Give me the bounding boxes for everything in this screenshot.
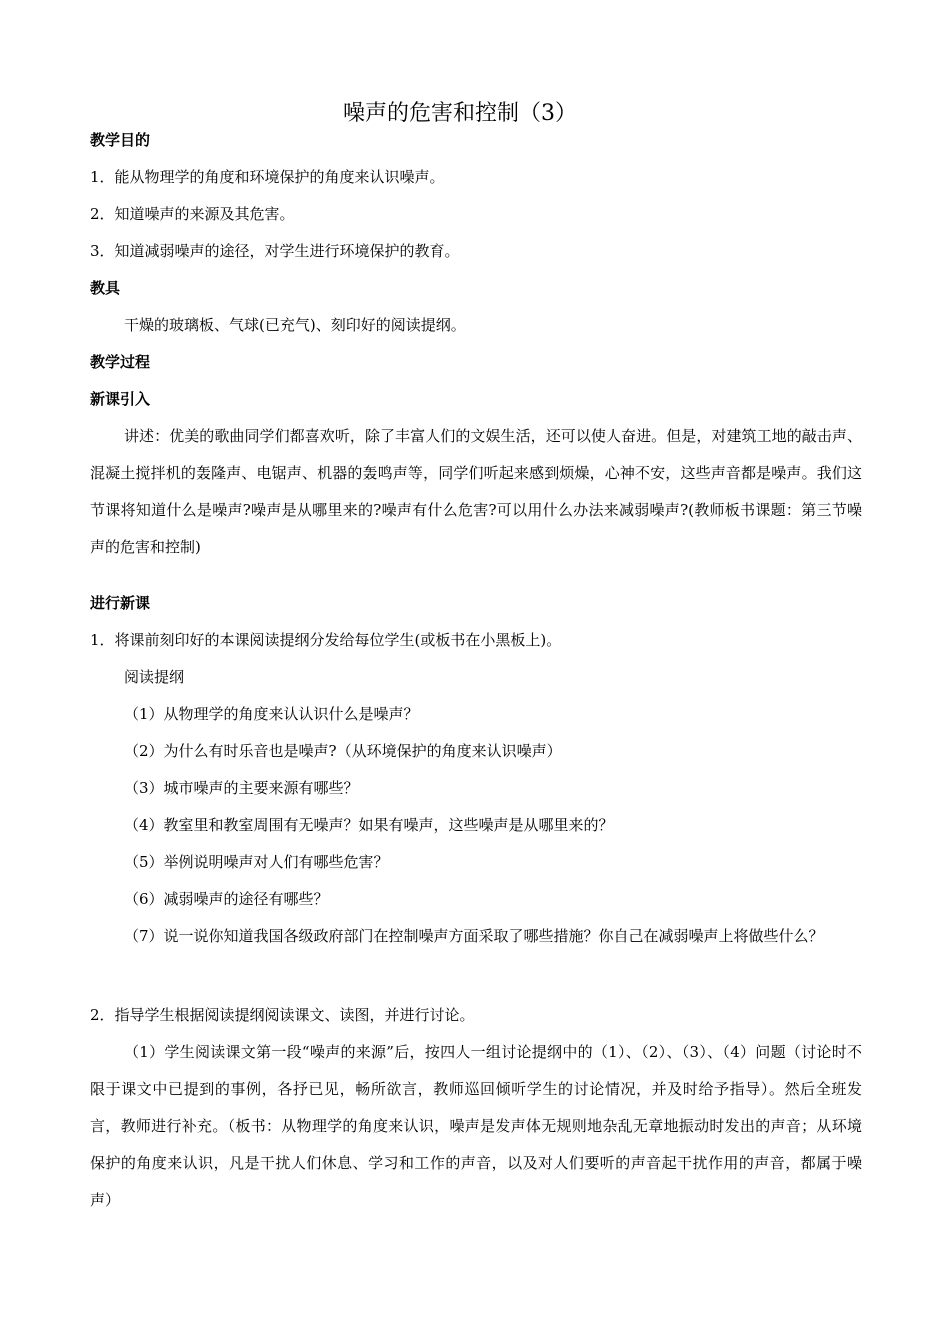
intro-heading: 新课引入 (90, 390, 151, 408)
objectives-heading: 教学目的 (90, 131, 151, 149)
objective-item: 2．知道噪声的来源及其危害。 (90, 205, 295, 223)
outline-item: （5）举例说明噪声对人们有哪些危害？ (124, 853, 389, 871)
outline-item: （4）教室里和教室周围有无噪声？如果有噪声，这些噪声是从哪里来的？ (124, 816, 614, 834)
outline-item: （6）减弱噪声的途径有哪些？ (124, 890, 329, 908)
outline-item-7: （7）说一说你知道我国各级政府部门在控制噪声方面采取了哪些措施？你自己在减弱噪声上将做些什么？ (124, 927, 824, 945)
page-title: 噪声的危害和控制（3） (343, 101, 577, 126)
new-lesson-heading: 进行新课 (90, 594, 151, 612)
process-heading: 教学过程 (90, 353, 151, 371)
outline-item: （2）为什么有时乐音也是噪声?（从环境保护的角度来认识噪声） (124, 742, 562, 760)
discussion-paragraph: （1）学生阅读课文第一段“噪声的来源”后，按四人一组讨论提纲中的（1）、（2）、（3）、（4）问题（讨论时不限于课文中已提到的事例，各抒已见，畅所欲言，教师巡回倾听学生的讨论情况，并及时给予指导）。然后全班发言，教师进行补充。（板书：从物理学的角度来认识，噪声是发声体无规则地杂乱无章地振动时发出的声音；从环境保护的角度来认识，凡是干扰人们休息、学习和工作的声音，以及对人们要听的声音起干扰作用的声音，都属于噪声） (90, 1043, 862, 1209)
step-2: 2．指导学生根据阅读提纲阅读课文、读图，并进行讨论。 (90, 1006, 475, 1024)
step-1: 1．将课前刻印好的本课阅读提纲分发给每位学生(或板书在小黑板上)。 (90, 631, 562, 649)
intro-paragraph: 讲述：优美的歌曲同学们都喜欢听，除了丰富人们的文娱生活，还可以使人奋进。但是，对建筑工地的敲击声、混凝土搅拌机的轰隆声、电锯声、机器的轰鸣声等，同学们听起来感到烦燥，心神不安，这些声音都是噪声。我们这节课将知道什么是噪声?噪声是从哪里来的?噪声有什么危害?可以用什么办法来减弱噪声?(教师板书课题：第三节噪声的危害和控制) (90, 427, 862, 556)
objective-item: 1．能从物理学的角度和环境保护的角度来认识噪声。 (90, 168, 445, 186)
objective-item: 3．知道减弱噪声的途径，对学生进行环境保护的教育。 (90, 242, 460, 260)
tools-text: 干燥的玻璃板、气球(已充气)、刻印好的阅读提纲。 (124, 316, 466, 334)
tools-heading: 教具 (90, 279, 121, 297)
outline-item: （3）城市噪声的主要来源有哪些？ (124, 779, 359, 797)
outline-title: 阅读提纲 (124, 668, 185, 686)
outline-item: （1）从物理学的角度来认认识什么是噪声？ (124, 705, 419, 723)
